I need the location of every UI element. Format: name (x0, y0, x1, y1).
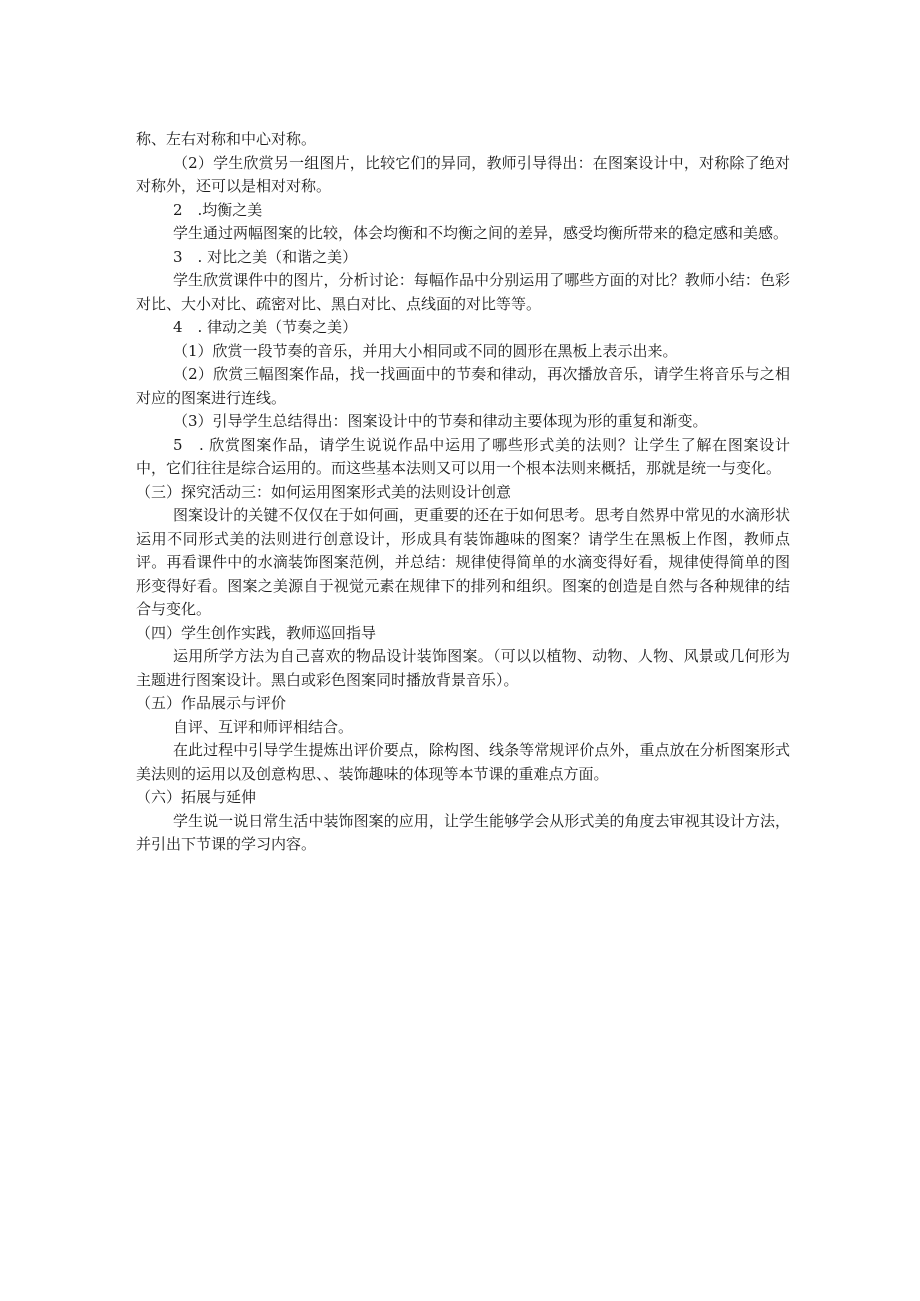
paragraph-contrast: 学生欣赏课件中的图片，分析讨论：每幅作品中分别运用了哪些方面的对比？教师小结：色彩对比、大小对比、疏密对比、黑白对比、点线面的对比等等。 (136, 271, 790, 313)
paragraph-evaluation-2: 在此过程中引导学生提炼出评价要点，除构图、线条等常规评价点外，重点放在分析图案形式美法则的运用以及创意构思、、装饰趣味的体现等本节课的重难点方面。 (136, 741, 790, 783)
subheading-contrast: 3 . 对比之美（和谐之美） (173, 247, 358, 266)
paragraph-activity-3: 图案设计的关键不仅仅在于如何画，更重要的还在于如何思考。思考自然界中常见的水滴形状运用不同形式美的法则进行创意设计，形成具有装饰趣味的图案？请学生在黑板上作图，教师点评。再看课件中的水滴装饰图案范例，并总结：规律使得简单的水滴变得好看，规律使得简单的图形变得好看。图案之美源自于视觉元素在规律下的排列和组织。图案的创造是自然与各种规律的结合与变化。 (136, 506, 790, 618)
paragraph-rhythm-2: （2）欣赏三幅图案作品，找一找画面中的节奏和律动，再次播放音乐，请学生将音乐与之相对应的图案进行连线。 (136, 365, 790, 407)
document-body (136, 128, 790, 857)
section-heading-extension: （六）拓展与延伸 (136, 788, 257, 806)
section-heading-activity-3: （三）探究活动三：如何运用图案形式美的法则设计创意 (136, 482, 512, 501)
subheading-rhythm: 4 . 律动之美（节奏之美） (173, 318, 358, 336)
paragraph-appreciation: 5 . 欣赏图案作品，请学生说说作品中运用了哪些形式美的法则？让学生了解在图案设计中，它们往往是综合运用的。而这些基本法则又可以用一个根本法则来概括，那就是统一与变化。 (136, 435, 790, 477)
paragraph-extension: 学生说一说日常生活中装饰图案的应用，让学生能够学会从形式美的角度去审视其设计方法，并引出下节课的学习内容。 (136, 811, 790, 853)
section-heading-evaluation: （五）作品展示与评价 (136, 694, 287, 712)
section-heading-practice: （四）学生创作实践，教师巡回指导 (136, 623, 377, 642)
subheading-balance: 2 .均衡之美 (173, 200, 263, 219)
paragraph-practice: 运用所学方法为自己喜欢的物品设计装饰图案。（可以以植物、动物、人物、风景或几何形为主题进行图案设计。黑白或彩色图案同时播放背景音乐）。 (136, 647, 790, 689)
paragraph-symmetry-relative: （2）学生欣赏另一组图片，比较它们的异同，教师引导得出：在图案设计中，对称除了绝对对称外，还可以是相对对称。 (136, 153, 790, 195)
paragraph-continuation: 称、左右对称和中心对称。 (136, 130, 317, 148)
paragraph-rhythm-1: （1）欣赏一段节奏的音乐，并用大小相同或不同的圆形在黑板上表示出来。 (173, 341, 678, 360)
paragraph-evaluation-1: 自评、互评和师评相结合。 (173, 717, 354, 736)
paragraph-rhythm-3: （3）引导学生总结得出：图案设计中的节奏和律动主要体现为形的重复和渐变。 (173, 412, 708, 430)
paragraph-balance: 学生通过两幅图案的比较，体会均衡和不均衡之间的差异，感受均衡所带来的稳定感和美感。 (173, 224, 789, 242)
